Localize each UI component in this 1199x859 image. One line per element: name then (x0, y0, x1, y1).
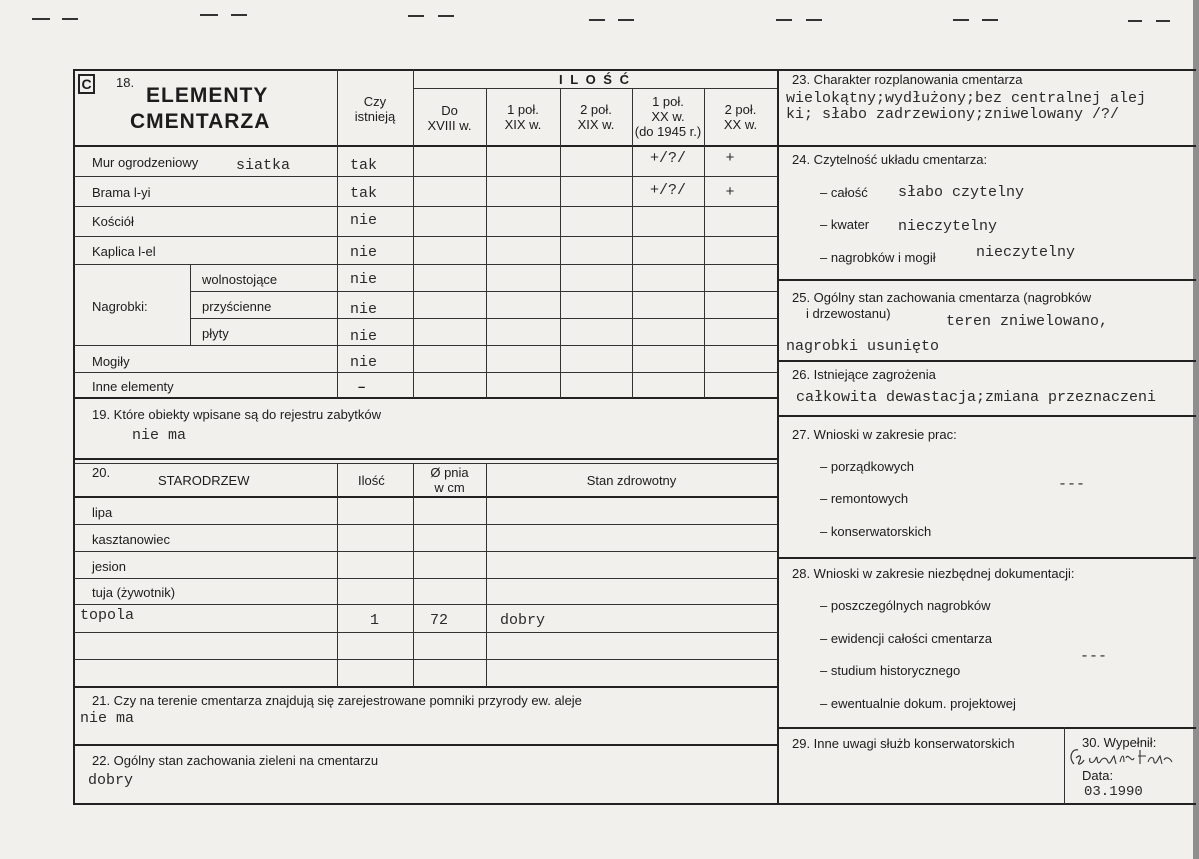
q30-label-filled-by: 30. Wypełnił: (1082, 735, 1157, 750)
row-label: Inne elementy (92, 379, 174, 394)
tree-pnia: 72 (430, 612, 449, 629)
q30-date: 03.1990 (1084, 784, 1143, 800)
row-label: Kościół (92, 214, 134, 229)
row-czy: nie (350, 328, 378, 345)
q22-question: 22. Ogólny stan zachowania zieleni na cmentarzu (92, 753, 379, 768)
section-number: 18. (116, 75, 135, 90)
row-czy: nie (350, 271, 378, 288)
row-czy: – (358, 379, 366, 394)
q28-item: – ewentualnie dokum. projektowej (820, 696, 1016, 711)
q23-answer-line1: wielokątny;wydłużony;bez centralnej alej (786, 90, 1147, 107)
row-label: przyścienne (202, 299, 272, 314)
q27-item: – porządkowych (820, 459, 914, 474)
q27-question: 27. Wnioski w zakresie prac: (792, 427, 957, 442)
row-label: Mur ogrodzeniowy (92, 155, 199, 170)
q27-item: – remontowych (820, 491, 909, 506)
q20-col-stan: Stan zdrowotny (586, 473, 677, 488)
col-header-period-4: 1 poł. XX w. (do 1945 r.) (634, 94, 702, 139)
row-czy: nie (350, 301, 378, 318)
col-header-period-5: 2 poł. XX w. (723, 102, 758, 132)
row-period-5: + (725, 150, 735, 167)
q21-question: 21. Czy na terenie cmentarza znajdują się zarejestrowane pomniki przyrody ew. aleje (92, 693, 582, 708)
q24-item-value: słabo czytelny (898, 184, 1025, 201)
q25-answer-line1: teren zniwelowano, (946, 313, 1109, 330)
tree-name: kasztanowiec (92, 532, 171, 547)
q25-question-line1: 25. Ogólny stan zachowania cmentarza (nagrobków (792, 290, 1092, 305)
q20-col-ilosc: Ilość (358, 473, 385, 488)
tree-name: jesion (92, 559, 126, 574)
row-czy: nie (350, 244, 378, 261)
q29-question: 29. Inne uwagi służb konserwatorskich (792, 736, 1015, 751)
col-header-period-3: 2 poł. XIX w. (577, 102, 615, 132)
tree-name: tuja (żywotnik) (92, 585, 176, 600)
q28-item: – poszczególnych nagrobków (820, 598, 991, 613)
row-label: płyty (202, 326, 229, 341)
col-header-period-2: 1 poł. XIX w. (504, 102, 542, 132)
q27-item: – konserwatorskich (820, 524, 932, 539)
q21-answer: nie ma (80, 710, 135, 727)
q20-header: STARODRZEW (158, 473, 250, 488)
section-title-line1: ELEMENTY (146, 84, 269, 107)
row-label: Kaplica l-el (92, 244, 156, 259)
section-c-box: C (78, 74, 95, 94)
row-label: Brama l-yi (92, 185, 151, 200)
section-title-line2: CMENTARZA (130, 110, 271, 133)
col-header-ilosc: I L O Ś Ć (559, 72, 631, 87)
row-czy: tak (350, 185, 378, 202)
tree-stan: dobry (500, 612, 546, 629)
q24-item-label: – nagrobków i mogił (820, 250, 936, 265)
q25-answer-line2: nagrobki usunięto (786, 338, 940, 355)
tree-ilosc: 1 (370, 612, 380, 629)
q28-item: – studium historycznego (820, 663, 961, 678)
q23-answer-line2: ki; słabo zadrzewiony;zniwelowany /?/ (786, 106, 1120, 123)
tree-name: topola (80, 607, 135, 624)
row-label: wolnostojące (202, 272, 278, 287)
row-extra: siatka (236, 157, 291, 174)
q25-question-line2: i drzewostanu) (806, 306, 891, 321)
row-period-4: +/?/ (649, 150, 686, 167)
col-header-period-1: Do XVIII w. (427, 103, 472, 133)
nagrobki-label: Nagrobki: (92, 299, 148, 314)
q19-answer: nie ma (132, 427, 187, 444)
row-czy: nie (350, 212, 378, 229)
q22-answer: dobry (88, 772, 134, 789)
q19-question: 19. Które obiekty wpisane są do rejestru zabytków (92, 407, 382, 422)
q24-item-value: nieczytelny (898, 218, 998, 235)
row-period-5: + (725, 184, 735, 201)
q28-question: 28. Wnioski w zakresie niezbędnej dokumentacji: (792, 566, 1075, 581)
q26-question: 26. Istniejące zagrożenia (792, 367, 936, 382)
q24-item-label: – całość (820, 185, 868, 200)
row-czy: tak (350, 157, 378, 174)
q24-question: 24. Czytelność układu cmentarza: (792, 152, 988, 167)
q30-label-date: Data: (1082, 768, 1114, 783)
q26-answer: całkowita dewastacja;zmiana przeznaczeni (796, 389, 1157, 406)
q24-item-value: nieczytelny (976, 244, 1076, 261)
q28-item: – ewidencji całości cmentarza (820, 631, 992, 646)
row-czy: nie (350, 354, 378, 371)
row-period-4: +/?/ (649, 182, 686, 199)
q28-answer: --- (1080, 648, 1108, 665)
q27-answer: --- (1058, 476, 1086, 493)
q24-item-label: – kwater (820, 217, 870, 232)
row-label: Mogiły (92, 354, 130, 369)
col-header-czy: Czy istnieją (354, 94, 396, 124)
tree-name: lipa (92, 505, 113, 520)
q20-number: 20. (92, 465, 111, 480)
q20-col-pnia: Ø pnia w cm (430, 465, 469, 495)
q23-question: 23. Charakter rozplanowania cmentarza (792, 72, 1023, 87)
